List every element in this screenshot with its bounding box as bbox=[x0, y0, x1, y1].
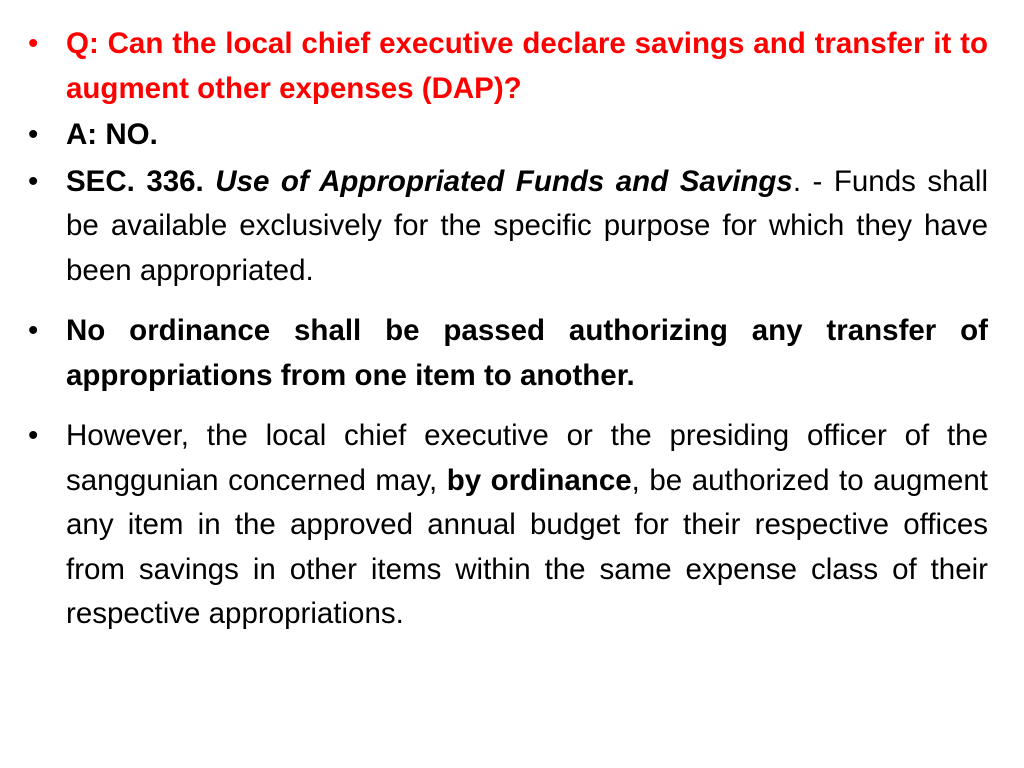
exception-text-part1: However, the local chief executive or the presiding officer of the sanggunian concerned may, bbox=[66, 419, 988, 497]
bullet-dot-icon: • bbox=[28, 314, 39, 347]
prohibition-text: No ordinance shall be passed authorizing any transfer of appropriations from one item to another. bbox=[66, 314, 988, 392]
bullet-dot-icon: • bbox=[28, 118, 39, 151]
exception-emphasis: by ordinance bbox=[446, 463, 632, 497]
prohibition-bullet bbox=[28, 309, 988, 398]
exception-text-part2: , be authorized to augment any item in the approved annual budget for their respective offices from savings in other items within the same expense class of their respective appropriations. bbox=[66, 463, 988, 630]
section-bullet bbox=[28, 160, 988, 294]
exception-bullet bbox=[28, 414, 988, 637]
question-bullet bbox=[28, 22, 988, 111]
bullet-list bbox=[28, 22, 988, 637]
bullet-dot-icon: • bbox=[28, 164, 39, 198]
section-body: Funds shall be available exclusively for the specific purpose for which they have been appropriated. bbox=[66, 164, 989, 287]
section-title: Use of Appropriated Funds and Savings bbox=[215, 164, 793, 198]
question-text: Q: Can the local chief executive declare savings and transfer it to augment other expenses (DAP)? bbox=[66, 27, 988, 105]
section-number: SEC. 336. bbox=[66, 164, 204, 198]
answer-text: A: NO. bbox=[66, 118, 158, 151]
answer-bullet bbox=[28, 113, 988, 158]
bullet-dot-icon: • bbox=[28, 419, 39, 452]
bullet-dot-icon: • bbox=[28, 27, 39, 60]
section-separator: . - bbox=[792, 164, 823, 198]
